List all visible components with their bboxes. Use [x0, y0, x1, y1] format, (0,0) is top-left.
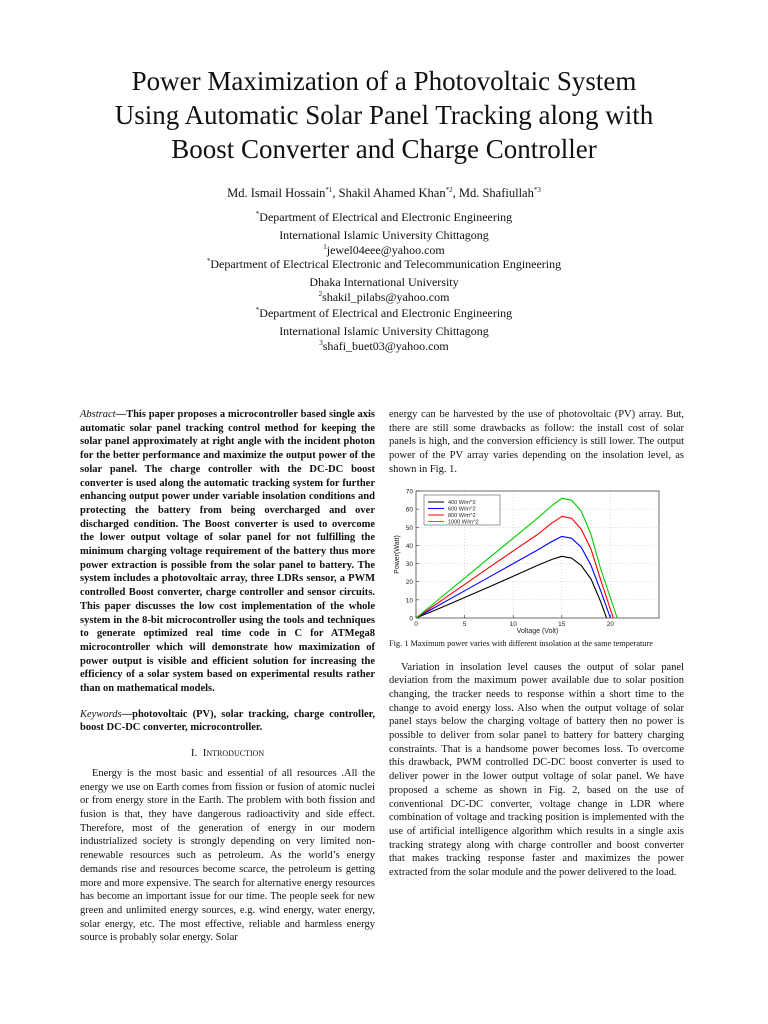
y-tick-label: 40: [405, 542, 413, 550]
section-number: I.: [190, 747, 198, 760]
y-tick-label: 70: [405, 488, 413, 496]
affiliation-department: Department of Electrical and Electronic Engineering: [259, 306, 513, 320]
title-line-2: Using Automatic Solar Panel Tracking along with: [114, 100, 654, 130]
figure-1: [389, 487, 684, 635]
series-line: [416, 556, 607, 618]
affiliation-email: jewel04eee@yahoo.com: [326, 243, 445, 257]
legend-entry: 400 W/m^2: [448, 499, 476, 506]
author-list: [60, 186, 708, 201]
section-heading: [80, 747, 375, 761]
x-tick-label: 15: [558, 620, 566, 628]
affiliation-institution: International Islamic University Chittagong: [279, 324, 489, 338]
affiliation-department: Department of Electrical Electronic and Telecommunication Engineering: [210, 257, 562, 271]
affiliation-marker: *: [255, 210, 260, 218]
affiliation-email: shakil_pilabs@yahoo.com: [322, 290, 450, 304]
email-marker: 3: [319, 339, 323, 347]
author-name: Md. Shafiullah: [458, 186, 534, 200]
author-name: Shakil Ahamed Khan: [338, 186, 446, 200]
abstract-text: This paper proposes a microcontroller based single axis automatic solar panel tracking control method for keeping the solar panel approximately at right angle with the incident photon for the better performance and maximize the output power of the solar panel. The charge controller with the DC-DC boost converter is used along the automatic tracking system for further enhancing output power under variable insolation conditions and protecting the battery from being overcharged and over discharged condition. The Boost converter is used to overcome the lower output voltage of solar panel for not fulfilling the minimum charging voltage requirement of the battery thus more power extraction is possible from the solar panel to battery. The system includes a photovoltaic array, three LDRs sensor, a PWM controlled Boost converter, charge controller and sensor circuits. This paper discusses the low cost implementation of the whole system in the 8-bit microcontroller using the tools and techniques to generate optimized real time code in C for ATMega8 microcontroller which will demonstrate how maximization of power output is visible and efficient solution for increasing the efficiency of a solar system based on experimental results rather than on mathematical models.: [80, 409, 375, 695]
x-axis-label: Voltage (Volt): [516, 627, 559, 635]
author-name: Md. Ismail Hossain: [227, 186, 326, 200]
legend-entry: 800 W/m^2: [448, 512, 476, 519]
title-line-1: Power Maximization of a Photovoltaic System: [131, 66, 637, 96]
y-tick-label: 20: [405, 578, 413, 586]
body-paragraph: Variation in insolation level causes the output of solar panel deviation from the maximum power available due to solar position changing, the tracker needs to response within a short time to the change to avoid energy loss. Also when the output voltage of solar panel stays below the charging voltage of battery then no power is possible to deliver from solar panel to battery for battery charging constraints. That is a handsome power becomes loss. To overcome this drawback, PWM controlled DC-DC boost converter is used to deliver power in the lower output voltage of solar panel. We have proposed a scheme as shown in Fig. 2, based on the use of conventional DC-DC converter, voltage change in LDR where combination of voltage and tracking position is implemented with the use of artificial intelligence algorithm which results in a single axis tracking strategy along with charge controller and boost converter that makes tracking response faster and maximizes the power extracted from the solar module and the power delivered to the load.: [389, 661, 684, 879]
affiliation-institution: International Islamic University Chittagong: [279, 228, 489, 242]
intro-paragraph-continued: energy can be harvested by the use of photovoltaic (PV) array. But, there are still some drawbacks as follow: the install cost of solar panels is high, and the conversion efficiency is still lower. The output power of the PV array varies depending on the insolation level, as shown in Fig. 1.: [389, 409, 684, 475]
affiliation-marker: *: [255, 306, 260, 314]
x-tick-label: 5: [462, 620, 467, 628]
keywords-dash: —: [121, 708, 133, 720]
y-tick-label: 30: [405, 560, 413, 568]
abstract: [80, 408, 375, 696]
email-marker: 1: [323, 243, 327, 251]
y-tick-label: 60: [405, 506, 413, 514]
keywords: [80, 708, 375, 735]
section-title: Introduction: [202, 747, 265, 760]
y-axis-label: Power(Watt): [394, 534, 401, 574]
keywords-text: photovoltaic (PV), solar tracking, charge controller, boost DC-DC converter, microcontroller.: [80, 708, 375, 734]
author-superscript: *1: [325, 185, 333, 194]
affiliation-department: Department of Electrical and Electronic Engineering: [259, 210, 513, 224]
affiliation-email: shafi_buet03@yahoo.com: [322, 339, 449, 353]
paper-title: [60, 64, 708, 166]
affiliation-1: [60, 210, 708, 258]
abstract-label: Abstract: [80, 409, 116, 420]
legend-entry: 600 W/m^2: [448, 506, 476, 513]
affiliation-institution: Dhaka International University: [309, 275, 459, 289]
left-column: [80, 408, 375, 945]
x-tick-label: 0: [414, 620, 418, 628]
email-marker: 2: [318, 290, 323, 298]
affiliation-3: [60, 306, 708, 354]
abstract-dash: —: [115, 409, 127, 420]
x-tick-label: 10: [509, 620, 517, 628]
y-tick-label: 0: [409, 615, 413, 623]
power-voltage-chart: [389, 487, 684, 635]
author-separator: ,: [332, 186, 339, 200]
figure-caption: Fig. 1 Maximum power varies with different insolation at the same temperature: [389, 638, 653, 648]
affiliation-marker: *: [206, 257, 211, 265]
x-tick-label: 20: [606, 620, 615, 628]
title-line-3: Boost Converter and Charge Controller: [171, 134, 597, 164]
author-superscript: *3: [533, 185, 541, 194]
affiliation-2: [60, 257, 708, 305]
y-tick-label: 10: [405, 596, 413, 604]
intro-paragraph: Energy is the most basic and essential of all resources .All the energy we use on Earth comes from fission or fusion of atomic nuclei or from energy store in the Earth. The problem with both fission and fusion is that, they have dangerous radioactivity and side effect. Therefore, most of the generation of energy in our modern industrialized society is strongly depending on very limited non-renewable resources such as petroleum. As the world’s energy demands rise and resources become scarce, the petroleum is getting more and more expensive. The search for alternative energy resources has become an important issue for our time. The people seek for new green and unlimited energy sources, e.g. wind energy, water energy, solar energy, etc. The most effective, reliable and harmless energy source is probably solar energy. Solar: [80, 767, 375, 944]
keywords-label: Keywords: [80, 708, 122, 720]
series-line: [416, 516, 613, 618]
legend-entry: 1000 W/m^2: [448, 519, 479, 526]
right-column: [389, 408, 684, 880]
author-superscript: *2: [445, 185, 453, 194]
y-tick-label: 50: [405, 524, 413, 532]
author-separator: ,: [452, 186, 459, 200]
